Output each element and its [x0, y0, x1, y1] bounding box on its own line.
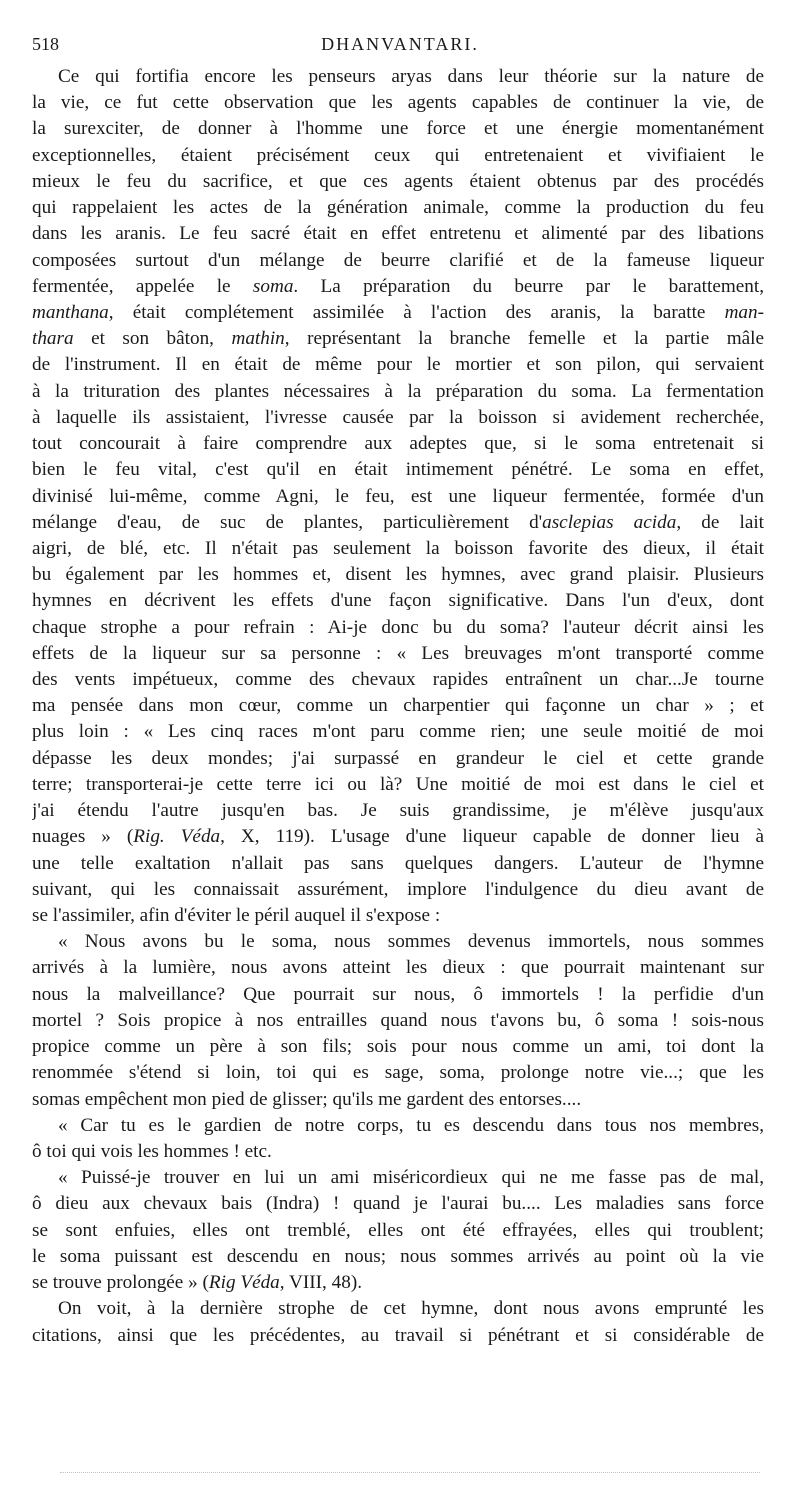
page-number: 518 — [32, 34, 59, 54]
text-span: ô dieu aux chevaux bais (Indra) ! quand je l'aurai bu.... Les maladies sans force — [32, 1193, 764, 1215]
page-bottom-rule — [60, 1472, 760, 1475]
text-span: bien le feu vital, c'est qu'il en était intimement pénétré. Le soma en effet, — [32, 459, 764, 481]
text-span: citations, ainsi que les précédentes, au travail si pénétrant et si considérable de — [32, 1324, 764, 1346]
italic-text: mathin — [231, 328, 285, 350]
text-line — [32, 352, 764, 378]
text-span: nous la malveillance? Que pourrait sur nous, ô immortels ! la perfidie d'un — [32, 983, 764, 1005]
text-line — [32, 641, 764, 667]
text-line — [32, 274, 764, 300]
text-line — [32, 955, 764, 981]
text-span: se sont enfuies, elles ont tremblé, elles ont été effrayées, elles qui troublent; — [32, 1219, 764, 1241]
italic-text: man- — [724, 301, 764, 323]
text-span: renommée s'étend si loin, toi qui es sage, soma, prolonge notre vie...; que les — [32, 1062, 764, 1084]
text-line — [32, 1139, 764, 1165]
text-span: hymnes en décrivent les effets d'une façon significative. Dans l'un d'eux, dont — [32, 590, 764, 612]
text-span: tout concourait à faire comprendre aux adeptes que, si le soma entretenait si — [32, 433, 764, 455]
text-line — [32, 536, 764, 562]
text-line — [32, 457, 764, 483]
text-span: dépasse les deux mondes; j'ai surpassé en grandeur le ciel et cette grande — [32, 747, 764, 769]
text-span: propice comme un père à son fils; sois pour nous comme un ami, toi dont la — [32, 1036, 764, 1058]
text-line — [32, 1218, 764, 1244]
text-line — [32, 90, 764, 116]
text-line — [32, 484, 764, 510]
text-span: somas empêchent mon pied de glisser; qu'ils me gardent des entorses.... — [32, 1088, 582, 1110]
text-span: effets de la liqueur sur sa personne : « Les breuvages m'ont transporté comme — [32, 642, 764, 664]
text-span: chaque strophe a pour refrain : Ai-je donc bu du soma? l'auteur décrit ainsi les — [32, 616, 764, 638]
text-line — [32, 1323, 764, 1349]
text-line — [32, 693, 764, 719]
text-span: , était complétement assimilée à l'action des aranis, la baratte — [108, 301, 725, 323]
text-line — [32, 798, 764, 824]
text-line — [32, 431, 764, 457]
text-line — [32, 1034, 764, 1060]
text-line — [32, 1113, 764, 1139]
text-line — [32, 562, 764, 588]
text-span: On voit, à la dernière strophe de cet hymne, dont nous avons emprunté les — [58, 1298, 764, 1320]
italic-text: soma — [252, 275, 294, 297]
text-line — [32, 982, 764, 1008]
italic-text: thara — [32, 328, 74, 350]
text-span: « Car tu es le gardien de notre corps, tu es descendu dans tous nos membres, — [58, 1114, 764, 1136]
text-span: . La préparation du beurre par le barattement, — [293, 275, 764, 297]
text-line — [32, 300, 764, 326]
text-line — [32, 116, 764, 142]
text-span: qui rappelaient les actes de la génération animale, comme la production du feu — [32, 197, 764, 219]
text-span: à laquelle ils assistaient, l'ivresse causée par la boisson si avidement recherchée, — [32, 406, 764, 428]
text-span: mieux le feu du sacrifice, et que ces agents étaient obtenus par des procédés — [32, 170, 764, 192]
text-span: mortel ? Sois propice à nos entrailles quand nous t'avons bu, ô soma ! sois-nous — [32, 1009, 764, 1031]
text-span: une telle exaltation n'allait pas sans quelques dangers. L'auteur de l'hymne — [32, 852, 764, 874]
text-span: bu également par les hommes et, disent les hymnes, avec grand plaisir. Plusieurs — [32, 564, 764, 586]
text-span: plus loin : « Les cinq races m'ont paru comme rien; une seule moitié de moi — [32, 721, 764, 743]
text-line — [32, 929, 764, 955]
text-span: arrivés à la lumière, nous avons atteint les dieux : que pourrait maintenant sur — [32, 957, 764, 979]
text-line — [32, 169, 764, 195]
italic-text: Rig. Véda — [133, 826, 221, 848]
text-line — [32, 1008, 764, 1034]
text-span: « Puissé-je trouver en lui un ami miséricordieux qui ne me fasse pas de mal, — [58, 1167, 764, 1189]
text-line — [32, 719, 764, 745]
text-line — [32, 64, 764, 90]
text-line — [32, 746, 764, 772]
text-span: mélange d'eau, de suc de plantes, particulièrement d' — [32, 511, 543, 533]
text-span: terre; transporterai-je cette terre ici ou là? Une moitié de moi est dans le ciel et — [32, 773, 764, 795]
text-span: « Nous avons bu le soma, nous sommes devenus immortels, nous sommes — [58, 931, 764, 953]
text-line — [32, 379, 764, 405]
running-title: DHANVANTARI. — [321, 34, 479, 54]
text-line — [32, 143, 764, 169]
text-line — [32, 615, 764, 641]
italic-text: asclepias acida — [542, 511, 677, 533]
text-line — [32, 824, 764, 850]
text-line — [32, 772, 764, 798]
text-line — [32, 248, 764, 274]
italic-text: Rig Véda — [208, 1272, 280, 1294]
text-span: à la trituration des plantes nécessaires à la préparation du soma. La fermentation — [32, 380, 764, 402]
text-line — [32, 1244, 764, 1270]
text-span: et son bâton, — [73, 328, 232, 350]
text-span: fermentée, appelée le — [32, 275, 253, 297]
text-span: ô toi qui vois les hommes ! etc. — [32, 1140, 272, 1162]
text-line — [32, 588, 764, 614]
text-line — [32, 667, 764, 693]
text-span: suivant, qui les connaissait assurément, implore l'indulgence du dieu avant de — [32, 878, 764, 900]
text-span: composées surtout d'un mélange de beurre clarifié et de la fameuse liqueur — [32, 249, 764, 271]
text-span: Ce qui fortifia encore les penseurs aryas dans leur théorie sur la nature de — [58, 66, 764, 87]
text-span: , X, 119). L'usage d'une liqueur capable de donner lieu à — [220, 826, 764, 848]
text-span: nuages » ( — [32, 826, 134, 848]
text-line — [32, 1165, 764, 1191]
text-span: des vents impétueux, comme des chevaux rapides entraînent un char...Je tourne — [32, 669, 764, 691]
text-span: de l'instrument. Il en était de même pour le mortier et son pilon, qui servaient — [32, 354, 764, 376]
text-span: se l'assimiler, afin d'éviter le péril auquel il s'expose : — [32, 905, 441, 926]
text-line — [32, 1060, 764, 1086]
text-span: la surexciter, de donner à l'homme une force et une énergie momentanément — [32, 118, 764, 140]
text-span: ma pensée dans mon cœur, comme un charpentier qui façonne un char » ; et — [32, 695, 764, 717]
text-span: exceptionnelles, étaient précisément ceux qui entretenaient et vivifiaient le — [32, 144, 764, 166]
text-span: la vie, ce fut cette observation que les agents capables de continuer la vie, de — [32, 92, 764, 114]
text-line — [32, 1191, 764, 1217]
text-line — [32, 195, 764, 221]
text-span: , représentant la branche femelle et la partie mâle — [284, 328, 764, 350]
body-text — [32, 64, 764, 1349]
text-span: se trouve prolongée » ( — [32, 1272, 209, 1294]
text-line — [32, 1270, 764, 1296]
text-line — [32, 221, 764, 247]
text-span: , VIII, 48). — [279, 1272, 363, 1294]
text-line — [32, 1296, 764, 1322]
text-span: aigri, de blé, etc. Il n'était pas seulement la boisson favorite des dieux, il était — [32, 537, 764, 559]
text-span: le soma puissant est descendu en nous; nous sommes arrivés au point où la vie — [32, 1245, 764, 1267]
text-span: j'ai étendu l'autre jusqu'en bas. Je suis grandissime, je m'élève jusqu'aux — [32, 800, 764, 822]
text-line — [32, 510, 764, 536]
text-line — [32, 1087, 764, 1113]
text-line — [32, 903, 764, 929]
italic-text: manthana — [32, 301, 109, 323]
text-span: , de lait — [676, 511, 764, 533]
text-span: dans les aranis. Le feu sacré était en effet entretenu et alimenté par des libations — [32, 223, 764, 245]
text-span: divinisé lui-même, comme Agni, le feu, est une liqueur fermentée, formée d'un — [32, 485, 764, 507]
text-line — [32, 405, 764, 431]
text-line — [32, 326, 764, 352]
text-line — [32, 877, 764, 903]
text-line — [32, 851, 764, 877]
